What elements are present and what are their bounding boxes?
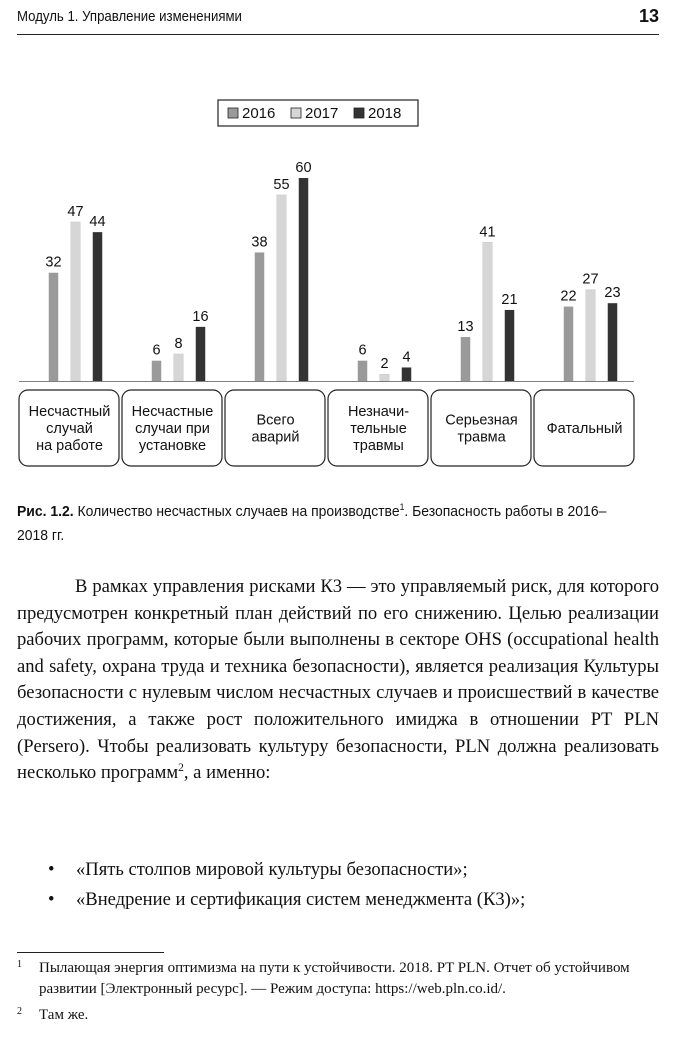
running-title: Модуль 1. Управление изменениями bbox=[17, 8, 242, 25]
data-label-2016-0: 32 bbox=[45, 254, 62, 271]
bar-2017-3 bbox=[380, 374, 390, 381]
figure-caption-text-end: . Безопасность работы в 2016–2018 гг. bbox=[17, 503, 607, 544]
category-label-3-2: травмы bbox=[353, 438, 404, 454]
bar-2016-4 bbox=[461, 337, 471, 381]
bar-2016-2 bbox=[255, 252, 265, 381]
legend-swatch-2016 bbox=[228, 108, 238, 118]
data-label-2018-5: 23 bbox=[604, 285, 621, 302]
legend-swatch-2017 bbox=[291, 108, 301, 118]
data-label-2017-2: 55 bbox=[273, 176, 290, 193]
data-label-2017-3: 2 bbox=[380, 356, 389, 373]
footnote-1 bbox=[17, 958, 659, 999]
category-label-1-2: установке bbox=[138, 438, 207, 454]
category-label-2-1: аварий bbox=[251, 429, 300, 446]
category-label-5-0: Фатальный bbox=[546, 421, 623, 437]
footnote-number: 1 bbox=[17, 959, 22, 970]
data-label-2018-0: 44 bbox=[89, 214, 106, 231]
accidents-bar-chart bbox=[0, 90, 676, 480]
bar-2018-4 bbox=[505, 310, 515, 381]
bar-2018-0 bbox=[93, 232, 103, 381]
list-item: • «Пять столпов мировой культуры безопасности»; bbox=[48, 855, 658, 885]
bullet-list bbox=[48, 855, 658, 915]
footnote-divider bbox=[17, 952, 164, 953]
legend-label-2016: 2016 bbox=[242, 105, 276, 122]
bar-2018-1 bbox=[196, 327, 206, 381]
data-label-2017-4: 41 bbox=[479, 224, 496, 241]
data-label-2016-5: 22 bbox=[560, 288, 577, 305]
bar-2017-0 bbox=[71, 222, 81, 381]
category-label-4-0: Серьезная bbox=[445, 412, 518, 429]
category-label-0-0: Несчастный bbox=[28, 404, 111, 420]
list-item: • «Внедрение и сертификация систем менеджмента (К3)»; bbox=[48, 885, 658, 915]
page-number: 13 bbox=[638, 6, 659, 26]
data-label-2017-5: 27 bbox=[582, 271, 599, 288]
bar-2017-5 bbox=[586, 290, 596, 381]
bar-2017-4 bbox=[483, 242, 493, 381]
figure-label: Рис. 1.2. bbox=[17, 503, 74, 520]
body-paragraph bbox=[17, 574, 659, 787]
data-label-2018-4: 21 bbox=[501, 291, 518, 308]
data-label-2017-0: 47 bbox=[67, 203, 84, 220]
category-label-0-1: случай bbox=[46, 421, 93, 437]
footnote-ref-2[interactable]: 2 bbox=[178, 761, 184, 774]
page-header bbox=[17, 4, 659, 35]
category-label-3-1: тельные bbox=[350, 421, 407, 437]
category-label-4-1: травма bbox=[457, 429, 506, 446]
bar-2017-2 bbox=[277, 195, 287, 381]
footnotes bbox=[17, 958, 659, 1026]
bar-2016-1 bbox=[152, 361, 162, 381]
data-label-2016-1: 6 bbox=[152, 342, 161, 359]
footnote-ref-1[interactable]: 1 bbox=[399, 502, 405, 512]
category-label-1-1: случаи при bbox=[135, 421, 210, 437]
category-label-0-2: на работе bbox=[36, 438, 103, 454]
data-label-2018-1: 16 bbox=[192, 308, 209, 325]
bar-2018-2 bbox=[299, 178, 309, 381]
data-label-2016-2: 38 bbox=[251, 234, 268, 251]
data-label-2017-1: 8 bbox=[174, 335, 183, 352]
category-label-3-0: Незначи- bbox=[347, 404, 410, 420]
footnote-number: 2 bbox=[17, 1006, 22, 1017]
paragraph-end: , а именно: bbox=[183, 762, 271, 784]
body-text bbox=[17, 574, 659, 787]
bar-2016-5 bbox=[564, 307, 574, 381]
bar-2017-1 bbox=[174, 354, 184, 381]
category-label-2-0: Всего bbox=[256, 412, 295, 429]
data-label-2018-2: 60 bbox=[295, 160, 312, 176]
footnote-2 bbox=[17, 1005, 659, 1026]
bar-2016-3 bbox=[358, 361, 368, 381]
footnote-text: Там же. bbox=[39, 1007, 89, 1023]
paragraph-text: В рамках управления рисками К3 — это управляемый риск, для которого предусмотрен конкретный план действий по его снижению. Целью реализации рабочих программ, которые были выполнены в секторе OHS (occupational health and safety, охрана труда и техника безопасности), является реализация Культуры безопасности с нулевым числом несчастных случаев и происшествий в качестве достижения, а также рост положительного имиджа в отношении PT PLN (Persero). Чтобы реализовать культуру безопасности, PLN должна реализовать несколько программ bbox=[17, 576, 659, 784]
figure-caption-text: Количество несчастных случаев на производстве bbox=[77, 503, 400, 520]
legend-label-2018: 2018 bbox=[368, 105, 402, 122]
data-label-2018-3: 4 bbox=[402, 349, 411, 366]
data-label-2016-3: 6 bbox=[358, 342, 367, 359]
bar-2018-5 bbox=[608, 303, 618, 381]
legend-label-2017: 2017 bbox=[305, 105, 339, 122]
data-label-2016-4: 13 bbox=[457, 319, 474, 336]
bar-2016-0 bbox=[49, 273, 59, 381]
legend-swatch-2018 bbox=[354, 108, 364, 118]
footnote-text: Пылающая энергия оптимизма на пути к устойчивости. 2018. PT PLN. Отчет об устойчивом развитии [Электронный ресурс]. — Режим доступа: https://web.pln.co.id/. bbox=[39, 960, 630, 997]
figure-caption bbox=[17, 500, 612, 548]
bar-2018-3 bbox=[402, 367, 412, 381]
category-label-1-0: Несчастные bbox=[131, 404, 214, 420]
